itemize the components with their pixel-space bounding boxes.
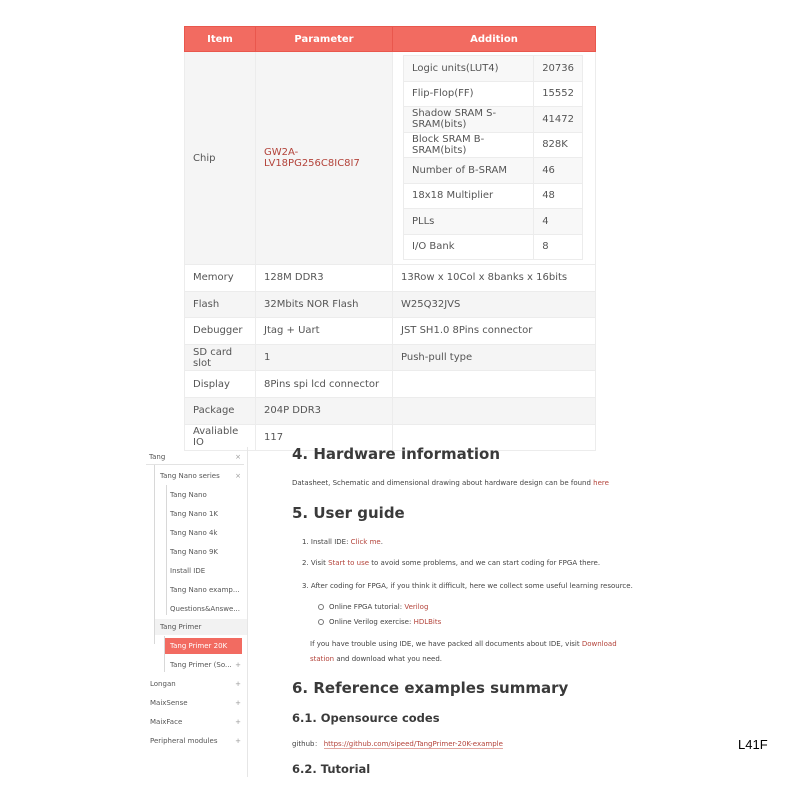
sidebar-item-longan[interactable] [150, 676, 247, 692]
sidebar-item-label: MaixSense [150, 699, 188, 707]
heading-reference-examples: 6. Reference examples summary [292, 679, 569, 697]
heading-tutorial: 6.2. Tutorial [292, 762, 371, 776]
sidebar-item-tang-primer-20k[interactable] [165, 638, 242, 654]
cell-addition [393, 371, 596, 398]
sidebar-item-label: Tang Nano 4k [170, 529, 218, 537]
github-line [292, 739, 503, 749]
resource-value: 48 [534, 183, 583, 209]
cell-item: Avaliable IO [185, 424, 256, 451]
table-row [404, 132, 583, 158]
step-text: 2. Visit [302, 559, 326, 567]
sidebar-nav [143, 447, 248, 777]
cell-addition: Push-pull type [393, 344, 596, 371]
trouble-text: If you have trouble using IDE, we have packed all documents about IDE, visit [310, 640, 580, 648]
cell-item: Chip [185, 52, 256, 265]
sidebar-item-label: Tang Primer (So... [170, 661, 232, 669]
sidebar-item-label: Tang Nano [170, 491, 207, 499]
guide-step-1 [302, 538, 383, 546]
corner-label: L41F [738, 737, 768, 752]
guide-step-2 [302, 559, 600, 567]
cell-parameter: 1 [256, 344, 393, 371]
sidebar-item-tang-nano-4k[interactable] [170, 525, 218, 541]
sidebar-item-maixface[interactable] [150, 714, 247, 730]
cell-parameter: 117 [256, 424, 393, 451]
resource-name: Shadow SRAM S-SRAM(bits) [404, 107, 534, 133]
spec-table [184, 26, 596, 451]
spec-table-header [185, 27, 596, 52]
resource-name: Number of B-SRAM [404, 158, 534, 184]
table-row-display [185, 371, 596, 398]
cell-item: Flash [185, 291, 256, 318]
table-row-memory [185, 265, 596, 292]
step-text: 1. Install IDE: [302, 538, 349, 546]
col-header-addition: Addition [393, 27, 596, 52]
resource-value: 20736 [534, 56, 583, 82]
trouble-text: and download what you need. [336, 655, 443, 663]
table-row [404, 209, 583, 235]
sidebar-item-label: Tang Nano 1K [170, 510, 219, 518]
resource-text: Online Verilog exercise: [329, 618, 412, 626]
sidebar-item-tang-primer-so[interactable] [170, 657, 247, 673]
sidebar-item-label: MaixFace [150, 718, 183, 726]
tree-guide-line [166, 485, 167, 615]
heading-hardware-information: 4. Hardware information [292, 445, 501, 463]
col-header-item: Item [185, 27, 256, 52]
heading-opensource-codes: 6.1. Opensource codes [292, 711, 440, 725]
bullet-icon [318, 619, 324, 625]
sidebar-item-label: Tang Nano examp... [170, 586, 240, 594]
cell-parameter: Jtag + Uart [256, 318, 393, 345]
resource-name: Block SRAM B-SRAM(bits) [404, 132, 534, 158]
cell-addition [393, 397, 596, 424]
cell-item: Memory [185, 265, 256, 292]
cell-addition: W25Q32JVS [393, 291, 596, 318]
collapse-icon[interactable]: × [235, 472, 241, 480]
table-row [404, 81, 583, 107]
verilog-link[interactable]: Verilog [404, 603, 429, 611]
table-row-chip [185, 52, 596, 265]
github-label: github： [292, 740, 322, 748]
sidebar-item-label: Tang [149, 453, 166, 461]
sidebar-item-label: Tang Primer 20K [170, 642, 228, 650]
step-text: . [380, 538, 383, 546]
cell-parameter: 8Pins spi lcd connector [256, 371, 393, 398]
download-station-link[interactable]: Download [581, 640, 617, 648]
resource-name: Flip-Flop(FF) [404, 81, 534, 107]
resource-text: Online FPGA tutorial: [329, 603, 403, 611]
sidebar-item-tang-nano-examples[interactable] [170, 582, 240, 598]
start-to-use-link[interactable]: Start to use [328, 559, 370, 567]
trouble-line-1 [310, 640, 617, 648]
cell-item: SD card slot [185, 344, 256, 371]
hardware-here-link[interactable]: here [593, 479, 609, 487]
expand-icon[interactable]: + [235, 661, 241, 669]
hardware-text: Datasheet, Schematic and dimensional drawing about hardware design can be found [292, 479, 591, 487]
sidebar-item-tang-nano-1k[interactable] [170, 506, 218, 522]
github-repo-link[interactable]: https://github.com/sipeed/TangPrimer-20K-example [323, 740, 503, 748]
chip-resource-table [403, 55, 583, 260]
sidebar-item-label: Longan [150, 680, 176, 688]
resource-value: 46 [534, 158, 583, 184]
sidebar-item-peripheral-modules[interactable] [150, 733, 247, 749]
cell-parameter: 128M DDR3 [256, 265, 393, 292]
cell-parameter: 204P DDR3 [256, 397, 393, 424]
click-me-link[interactable]: Click me [350, 538, 381, 546]
cell-item: Debugger [185, 318, 256, 345]
sidebar-item-label: Tang Nano 9K [170, 548, 219, 556]
expand-icon[interactable]: + [235, 718, 241, 726]
sidebar-item-tang-nano[interactable] [170, 487, 207, 503]
tree-guide-line [154, 464, 155, 644]
cell-item: Package [185, 397, 256, 424]
resource-name: PLLs [404, 209, 534, 235]
expand-icon[interactable]: + [235, 680, 241, 688]
sidebar-item-label: Tang Nano series [160, 472, 220, 480]
table-row-flash [185, 291, 596, 318]
download-station-link[interactable]: station [310, 655, 335, 663]
cell-chip-addition [393, 52, 596, 265]
table-row-debugger [185, 318, 596, 345]
resource-item-verilog [318, 603, 428, 611]
table-row [404, 107, 583, 133]
guide-step-3: 3. After coding for FPGA, if you think it difficult, here we collect some useful learning resource. [302, 582, 633, 590]
resource-name: I/O Bank [404, 234, 534, 260]
sidebar-item-questions-answers[interactable] [170, 601, 240, 617]
sidebar-item-tang-primer[interactable] [155, 619, 247, 635]
resource-value: 15552 [534, 81, 583, 107]
bullet-icon [318, 604, 324, 610]
resource-value: 41472 [534, 107, 583, 133]
table-row [404, 56, 583, 82]
col-header-parameter: Parameter [256, 27, 393, 52]
sidebar-item-label: Questions&Answe... [170, 605, 240, 613]
sidebar-item-maixsense[interactable] [150, 695, 247, 711]
sidebar-item-label: Peripheral modules [150, 737, 218, 745]
trouble-line-2 [310, 655, 442, 663]
resource-value: 8 [534, 234, 583, 260]
resource-name: 18x18 Multiplier [404, 183, 534, 209]
cell-parameter: 32Mbits NOR Flash [256, 291, 393, 318]
hdlbits-link[interactable]: HDLBits [413, 618, 442, 626]
collapse-icon[interactable]: × [235, 453, 241, 461]
resource-value: 828K [534, 132, 583, 158]
step-text: to avoid some problems, and we can start coding for FPGA there. [371, 559, 601, 567]
sidebar-item-tang[interactable] [149, 449, 247, 465]
sidebar-item-tang-nano-9k[interactable] [170, 544, 218, 560]
sidebar-item-install-ide[interactable] [170, 563, 205, 579]
table-row [404, 183, 583, 209]
table-row-sd-card [185, 344, 596, 371]
hardware-paragraph [292, 479, 609, 487]
expand-icon[interactable]: + [235, 737, 241, 745]
table-row [404, 234, 583, 260]
sidebar-item-label: Install IDE [170, 567, 206, 575]
cell-item: Display [185, 371, 256, 398]
sidebar-item-tang-nano-series[interactable] [160, 468, 247, 484]
table-row-package [185, 397, 596, 424]
resource-item-hdlbits [318, 618, 441, 626]
cell-addition: JST SH1.0 8Pins connector [393, 318, 596, 345]
sidebar-item-label: Tang Primer [160, 623, 202, 631]
resource-name: Logic units(LUT4) [404, 56, 534, 82]
cell-addition: 13Row x 10Col x 8banks x 16bits [393, 265, 596, 292]
cell-chip-model: GW2A-LV18PG256C8IC8I7 [256, 52, 393, 265]
expand-icon[interactable]: + [235, 699, 241, 707]
table-row [404, 158, 583, 184]
heading-user-guide: 5. User guide [292, 504, 405, 522]
resource-value: 4 [534, 209, 583, 235]
